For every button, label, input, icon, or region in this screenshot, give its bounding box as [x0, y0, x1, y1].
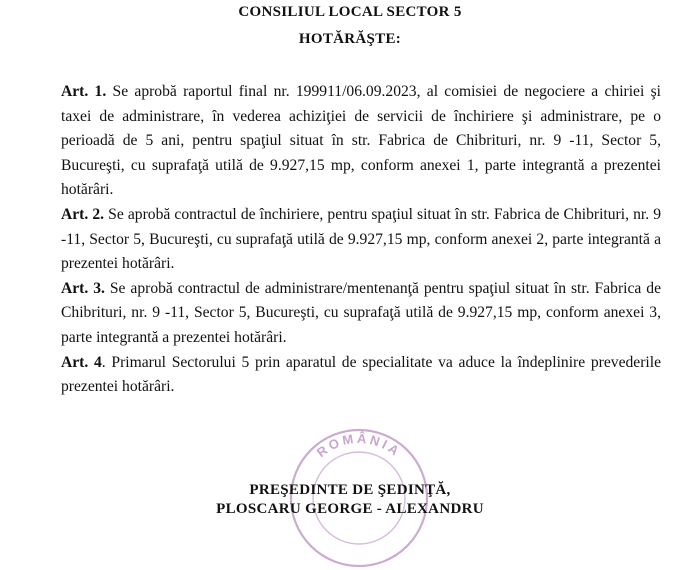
article-1 [61, 80, 661, 203]
article-4 [61, 351, 661, 400]
article-3 [61, 277, 661, 351]
article-4-text: . Primarul Sectorului 5 prin aparatul de specialitate va aduce la îndeplinire prevederile prezentei hotărâri. [61, 353, 661, 396]
article-2-label: Art. 2. [61, 205, 105, 223]
article-2-text: Se aprobă contractul de închiriere, pentru spaţiul situat în str. Fabrica de Chibrituri, nr. 9 -11, Sector 5, Bucureşti, cu suprafaţă utilă de 9.927,15 mp, conform anexei 2, parte integrantă a prezentei hotărâri. [61, 205, 661, 273]
article-1-text: Se aprobă raportul final nr. 199911/06.09.2023, al comisiei de negociere a chiriei şi taxei de administrare, în vederea achiziţiei de servicii de închiriere şi administrare, pe o perioadă de 5 ani, pentru spaţiul situat în str. Fabrica de Chibrituri, nr. 9 -11, Sector 5, Bucureşti, cu suprafaţă utilă de 9.927,15 mp, conform anexei 1, parte integrantă a prezentei hotărâri. [61, 83, 661, 199]
stamp-text: ROMÂNIA [313, 430, 405, 461]
article-1-label: Art. 1. [61, 83, 107, 100]
council-heading: CONSILIUL LOCAL SECTOR 5 [238, 4, 462, 20]
article-3-text: Se aprobă contractul de administrare/mentenanţă pentru spaţiul situat în str. Fabrica de Chibrituri, nr. 9 -11, Sector 5, Bucureşti, cu suprafaţă utilă de 9.927,15 mp, conform anexei 3, parte integrantă a prezentei hotărâri. [61, 279, 661, 346]
article-4-label: Art. 4 [61, 353, 102, 371]
article-2 [61, 203, 661, 277]
article-3-label: Art. 3. [61, 279, 105, 297]
articles-body [61, 80, 661, 400]
signature-role: PREŞEDINTE DE ŞEDINŢĂ, [249, 482, 451, 498]
signature-name: PLOSCARU GEORGE - ALEXANDRU [216, 501, 484, 517]
decision-heading: HOTĂRĂŞTE: [298, 31, 402, 47]
